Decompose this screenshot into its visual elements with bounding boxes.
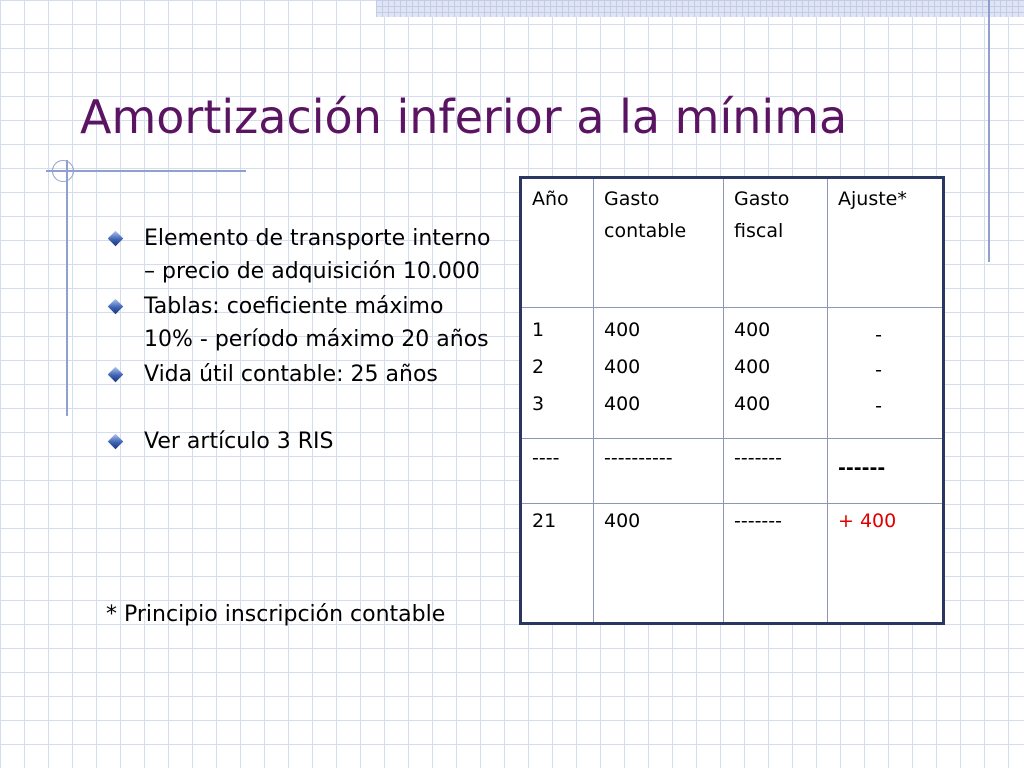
diamond-icon [108,299,124,315]
diamond-icon [108,434,124,450]
separator-cell: ---------- [594,439,724,504]
footnote: * Principio inscripción contable [106,602,446,627]
bullet-item [106,290,496,356]
cell-value: 400 [604,393,641,415]
cell-value: 2 [532,356,545,378]
separator-cell: ------- [724,439,828,504]
cell-value: 400 [604,356,641,378]
header-cell-ajuste: Ajuste* [828,178,944,308]
cell-value: - [875,359,882,381]
diamond-icon [108,367,124,383]
cell-value: 400 [734,319,771,341]
table-header-row [521,178,944,308]
cell-value: 400 [604,319,641,341]
decor-circle [52,160,74,182]
bullet-text: Vida útil contable: 25 años [144,362,438,387]
decor-horizontal-line [46,170,246,172]
separator-cell: ---- [521,439,594,504]
cell-value: 1 [532,319,545,341]
cell-value: 400 [734,356,771,378]
bullet-text: Tablas: coeficiente máximo 10% - período máximo 20 años [144,294,489,352]
header-cell-gasto-contable: Gasto contable [594,178,724,308]
cell-years [521,308,594,439]
slide-title: Amortización inferior a la mínima [80,90,848,144]
decor-vertical-line-left [66,160,68,416]
bullet-text: Ver artículo 3 RIS [144,429,334,454]
separator-cell: ------ [828,439,944,504]
cell-value: 400 [734,393,771,415]
header-cell-gasto-fiscal: Gasto fiscal [724,178,828,308]
cell-year: 21 [521,504,594,624]
cell-value: - [875,395,882,417]
cell-gasto-contable: 400 [594,504,724,624]
cell-gasto-contable [594,308,724,439]
cell-value: 3 [532,393,545,415]
top-decoration-band [376,0,1024,17]
decor-vertical-line-right [988,0,990,262]
header-cell-year: Año [521,178,594,308]
diamond-icon [108,231,124,247]
cell-ajuste [828,308,944,439]
table-row [521,504,944,624]
bullet-list [106,222,496,460]
table-row [521,308,944,439]
table-row [521,439,944,504]
cell-ajuste: + 400 [828,504,944,624]
bullet-item [106,425,496,458]
cell-gasto-fiscal: ------- [724,504,828,624]
bullet-text: Elemento de transporte interno – precio de adquisición 10.000 [144,226,491,284]
bullet-item [106,222,496,288]
amortization-table [519,176,945,625]
cell-gasto-fiscal [724,308,828,439]
bullet-item [106,358,496,391]
cell-value: - [875,324,882,346]
